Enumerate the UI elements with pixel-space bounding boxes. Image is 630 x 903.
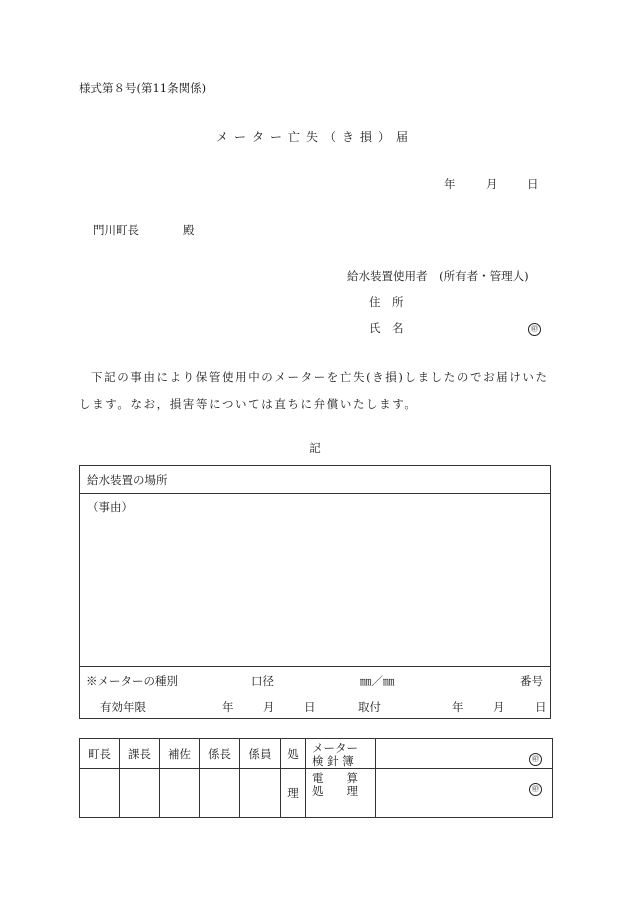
meter-book-seal-cell: [376, 739, 553, 769]
install-day: 日: [535, 700, 547, 714]
validity-day: 日: [304, 700, 316, 714]
meter-type-label: ※メーターの種別: [86, 674, 178, 688]
install-label: 取付: [358, 700, 381, 714]
addressee: [93, 222, 195, 238]
process-label-top: 処: [281, 739, 306, 769]
addressee-honorific: 殿: [183, 223, 195, 237]
applicant-role: [347, 268, 529, 284]
meter-info-rows: [80, 666, 550, 719]
validity-month: 月: [263, 700, 275, 714]
applicant-seal-mark: ㊞: [528, 323, 541, 336]
meter-book-line1: メーター: [312, 741, 358, 755]
location-label: 給水装置の場所: [87, 473, 168, 487]
addressee-name: 門川町長: [93, 223, 139, 237]
date-day-label: 日: [527, 177, 539, 191]
date-year-label: 年: [444, 177, 456, 191]
location-row: [80, 466, 550, 494]
body-text: 下記の事由により保管使用中のメーターを亡失(き損)しましたのでお届けいたします。なお，損害等については直ちに弁償いたします。: [79, 370, 549, 411]
stamp-cell-subsection: [200, 769, 240, 818]
validity-label: 有効年限: [100, 700, 146, 714]
approval-header-section: 課長: [120, 739, 160, 769]
meter-book-label: [306, 739, 376, 769]
stamp-cell-section: [120, 769, 160, 818]
reason-label: （事由）: [87, 500, 133, 514]
process-label-bottom: 理: [281, 769, 306, 818]
calc-line2: 処 理: [312, 784, 358, 798]
approval-table: [79, 738, 553, 818]
caliber-label: 口径: [251, 674, 274, 688]
stamp-cell-assistant: [160, 769, 200, 818]
stamp-cell-chief: [80, 769, 120, 818]
calc-line1: 電 算: [312, 771, 358, 785]
approval-header-staff: 係員: [240, 739, 281, 769]
approval-header-assistant: 補佐: [160, 739, 200, 769]
calc-seal-mark: ㊞: [529, 783, 542, 796]
form-box: [79, 465, 551, 719]
stamp-cell-staff: [240, 769, 281, 818]
applicant-name-label: 氏 名: [369, 321, 404, 335]
validity-year: 年: [222, 700, 234, 714]
applicant-role-note: (所有者・管理人): [439, 269, 529, 283]
document-title: メーター亡失（き損）届: [215, 130, 414, 144]
number-label: 番号: [520, 674, 543, 688]
meter-book-line2: 検 針 簿: [312, 754, 354, 768]
approval-header-chief: 町長: [80, 739, 120, 769]
calc-seal-cell: [376, 769, 553, 818]
applicant-address-label: 住 所: [369, 295, 404, 309]
approval-header-subsection: 係長: [200, 739, 240, 769]
form-number-label: 様式第８号(第11条関係): [79, 81, 207, 95]
install-year: 年: [452, 700, 464, 714]
calc-label: [306, 769, 376, 818]
date-month-label: 月: [486, 177, 498, 191]
meter-book-seal-mark: ㊞: [529, 753, 542, 766]
mm-label: ㎜／㎜: [360, 674, 395, 688]
install-month: 月: [493, 700, 505, 714]
ki-label: 記: [309, 441, 321, 455]
applicant-role-label: 給水装置使用者: [347, 269, 428, 283]
